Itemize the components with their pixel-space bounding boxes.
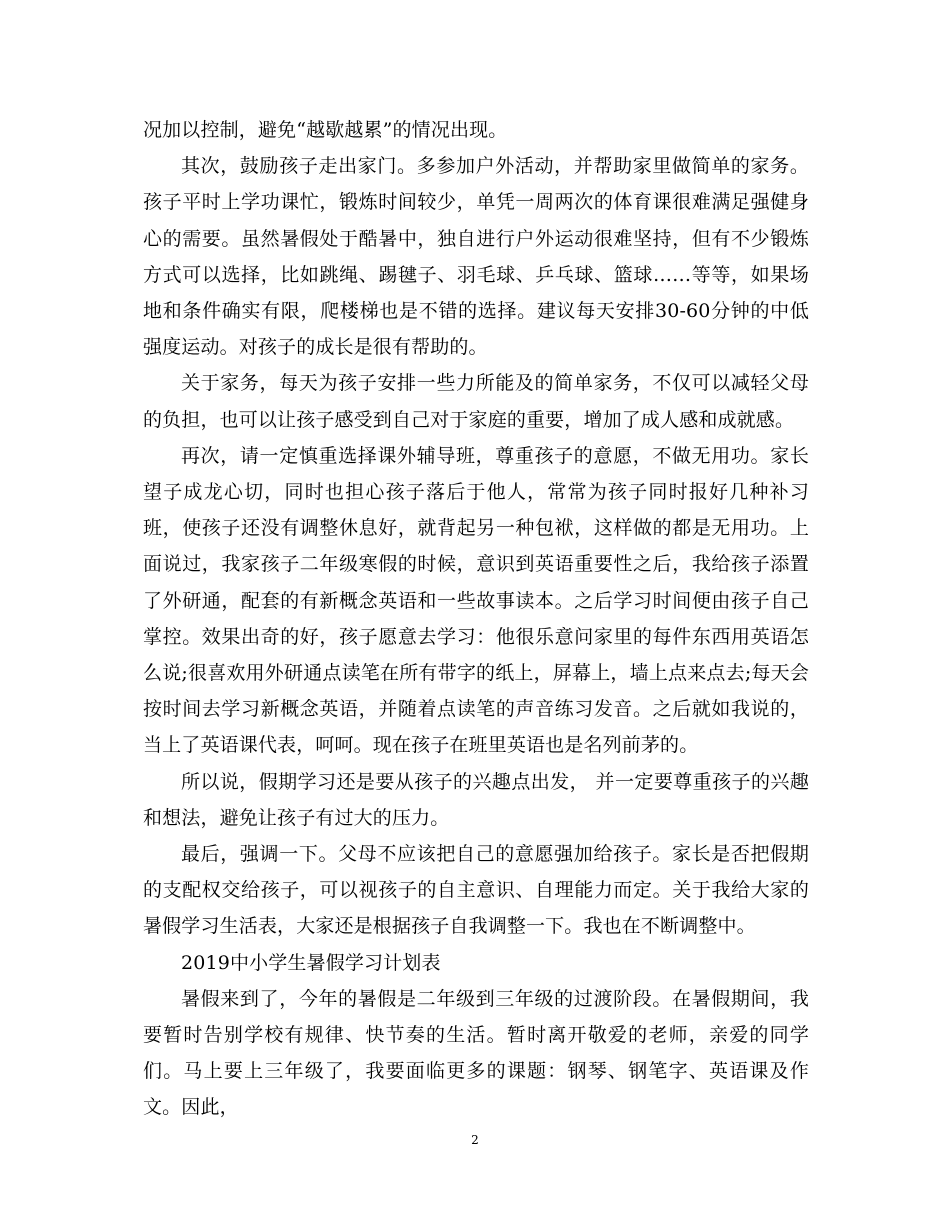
paragraph-outdoor-activities: 其次，鼓励孩子走出家门。多参加户外活动，并帮助家里做简单的家务。孩子平时上学功课忙，锻炼时间较少，单凭一周两次的体育课很难满足强健身心的需要。虽然暑假处于酷暑中，独自进行户外运动很难坚持，但有不少锻炼方式可以选择，比如跳绳、踢毽子、羽毛球、乒乓球、篮球……等等，如果场地和条件确实有限，爬楼梯也是不错的选择。建议每天安排30-60分钟的中低强度运动。对孩子的成长是很有帮助的。 [143,155,809,359]
document-body [143,112,809,1126]
paragraph-tutoring-classes: 再次，请一定慎重选择课外辅导班，尊重孩子的意愿，不做无用功。家长望子成龙心切，同时也担心孩子落后于他人，常常为孩子同时报好几种补习班，使孩子还没有调整休息好，就背起另一种包袱，这样做的都是无用功。上面说过，我家孩子二年级寒假的时候，意识到英语重要性之后，我给孩子添置了外研通，配套的有新概念英语和一些故事读本。之后学习时间便由孩子自己掌控。效果出奇的好，孩子愿意去学习：他很乐意问家里的每件东西用英语怎么说;很喜欢用外研通点读笔在所有带字的纸上，屏幕上，墙上点来点去;每天会按时间去学习新概念英语，并随着点读笔的声音练习发音。之后就如我说的，当上了英语课代表，呵呵。现在孩子在班里英语也是名列前茅的。 [143,444,809,757]
paragraph-conclusion: 最后，强调一下。父母不应该把自己的意愿强加给孩子。家长是否把假期的支配权交给孩子，可以视孩子的自主意识、自理能力而定。关于我给大家的暑假学习生活表，大家还是根据孩子自我调整一下。我也在不断调整中。 [143,843,809,938]
paragraph-summer-plan-intro: 暑假来到了，今年的暑假是二年级到三年级的过渡阶段。在暑假期间，我要暂时告别学校有规律、快节奏的生活。暂时离开敬爱的老师，亲爱的同学们。马上要上三年级了，我要面临更多的课题：钢琴、钢笔字、英语课及作文。因此， [143,987,809,1119]
paragraph-interest: 所以说，假期学习还是要从孩子的兴趣点出发， 并一定要尊重孩子的兴趣和想法，避免让孩子有过大的压力。 [143,770,809,829]
page-number: 2 [471,1133,479,1147]
paragraph-continuation: 况加以控制，避免“越歇越累”的情况出现。 [143,119,508,141]
paragraph-housework: 关于家务，每天为孩子安排一些力所能及的简单家务，不仅可以减轻父母的负担，也可以让孩子感受到自己对于家庭的重要，增加了成人感和成就感。 [143,372,809,431]
section-heading-study-plan: 2019中小学生暑假学习计划表 [181,951,441,974]
